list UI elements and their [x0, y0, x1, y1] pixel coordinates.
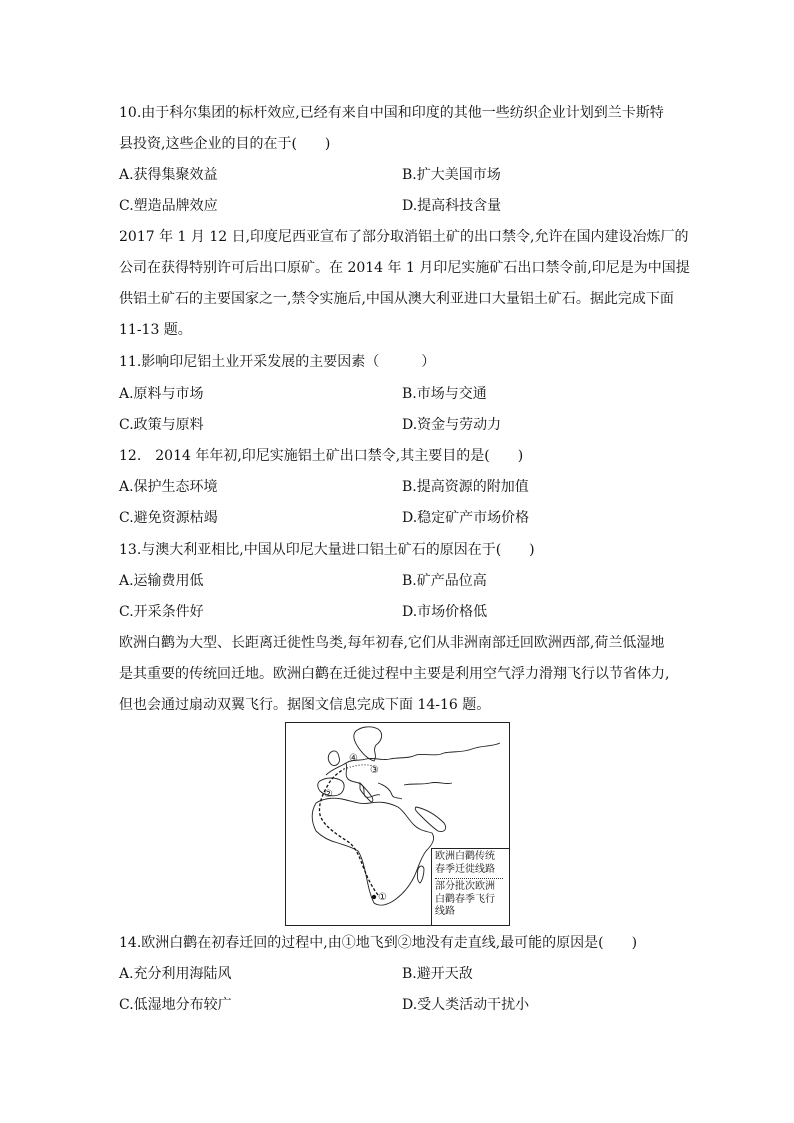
q11-option-b: B.市场与交通 [402, 386, 487, 402]
legend-line2: 春季迁徙线路 [435, 863, 495, 875]
passage1-line3: 供铝土矿石的主要国家之一,禁令实施后,中国从澳大利亚进口大量铝土矿石。据此完成下面 [119, 291, 674, 307]
q14-option-c: C.低湿地分布较广 [119, 997, 232, 1013]
q10-option-a: A.获得集聚效益 [119, 167, 218, 183]
legend-line1: 欧洲白鹳传统 [435, 851, 495, 862]
legend-line5: 线路 [435, 906, 455, 917]
traditional-route-line [319, 769, 378, 895]
marker-3-label: ③ [370, 765, 379, 776]
europe-outline [326, 743, 500, 797]
marker-4-label: ④ [349, 753, 358, 764]
marker-1-dot [372, 895, 376, 899]
legend-dotted-sample [435, 878, 503, 879]
q13-option-b: B.矿产品位高 [402, 573, 487, 589]
map-legend [431, 848, 509, 925]
q13-stem: 13.与澳大利亚相比,中国从印尼大量进口铝土矿石的原因在于( ) [119, 542, 535, 558]
q14-option-d: D.受人类活动干扰小 [402, 997, 530, 1013]
q10-stem-line2: 县投资,这些企业的目的在于( ) [119, 136, 331, 152]
passage1-line4: 11-13 题。 [119, 322, 192, 338]
q10-stem-line1: 10.由于科尔集团的标杆效应,已经有来自中国和印度的其他一些纺织企业计划到兰卡斯特 [119, 105, 664, 121]
legend-line4: 白鹳春季飞行 [435, 893, 495, 905]
q10-option-d: D.提高科技含量 [402, 198, 502, 214]
scandinavia-outline [354, 727, 382, 761]
italy-outline [360, 783, 373, 802]
passage2-line2: 是其重要的传统回迁地。欧洲白鹳在迁徙过程中主要是利用空气浮力滑翔飞行以节省体力, [119, 666, 670, 682]
marker-2-label: ② [324, 789, 333, 800]
q11-option-d: D.资金与劳动力 [402, 417, 502, 433]
migration-map [285, 722, 510, 926]
uk-outline [328, 751, 339, 766]
q13-option-a: A.运输费用低 [119, 573, 204, 589]
legend-line3: 部分批次欧洲 [435, 881, 495, 892]
q10-option-c: C.塑造品牌效应 [119, 198, 218, 214]
q11-stem: 11.影响印尼铝土业开采发展的主要因素（ ） [119, 354, 436, 370]
q11-option-c: C.政策与原料 [119, 417, 204, 433]
q14-option-a: A.充分利用海陆风 [119, 966, 232, 982]
marker-1-label: ① [378, 892, 387, 903]
q12-option-a: A.保护生态环境 [119, 479, 218, 495]
passage1-line2: 公司在获得特别许可后出口原矿。在 2014 年 1 月印尼实施矿石出口禁令前,印尼是为中国提 [119, 260, 690, 276]
q12-option-b: B.提高资源的附加值 [402, 479, 529, 495]
madagascar-outline [417, 866, 424, 883]
passage2-line3: 但也会通过扇动双翼飞行。据图文信息完成下面 14-16 题。 [119, 697, 491, 713]
q12-stem: 12. 2014 年年初,印尼实施铝土矿出口禁令,其主要目的是( ) [119, 448, 524, 464]
passage1-line1: 2017 年 1 月 12 日,印度尼西亚宣布了部分取消铝土矿的出口禁令,允许在国内建设冶炼厂的 [119, 229, 689, 245]
q13-option-c: C.开采条件好 [119, 604, 204, 620]
q14-stem: 14.欧洲白鹳在初春迁回的过程中,由①地飞到②地没有走直线,最可能的原因是( ) [119, 935, 638, 951]
q13-option-d: D.市场价格低 [402, 604, 488, 620]
balkans-outline [378, 782, 452, 799]
q12-option-d: D.稳定矿产市场价格 [402, 510, 530, 526]
q10-option-b: B.扩大美国市场 [402, 167, 501, 183]
passage2-line1: 欧洲白鹳为大型、长距离迁徙性鸟类,每年初春,它们从非洲南部迁回欧洲西部,荷兰低湿地 [119, 635, 665, 651]
q11-option-a: A.原料与市场 [119, 386, 204, 402]
q14-option-b: B.避开天敌 [402, 966, 473, 982]
arabia-outline [415, 807, 445, 832]
q12-option-c: C.避免资源枯竭 [119, 510, 218, 526]
africa-outline [312, 798, 433, 905]
